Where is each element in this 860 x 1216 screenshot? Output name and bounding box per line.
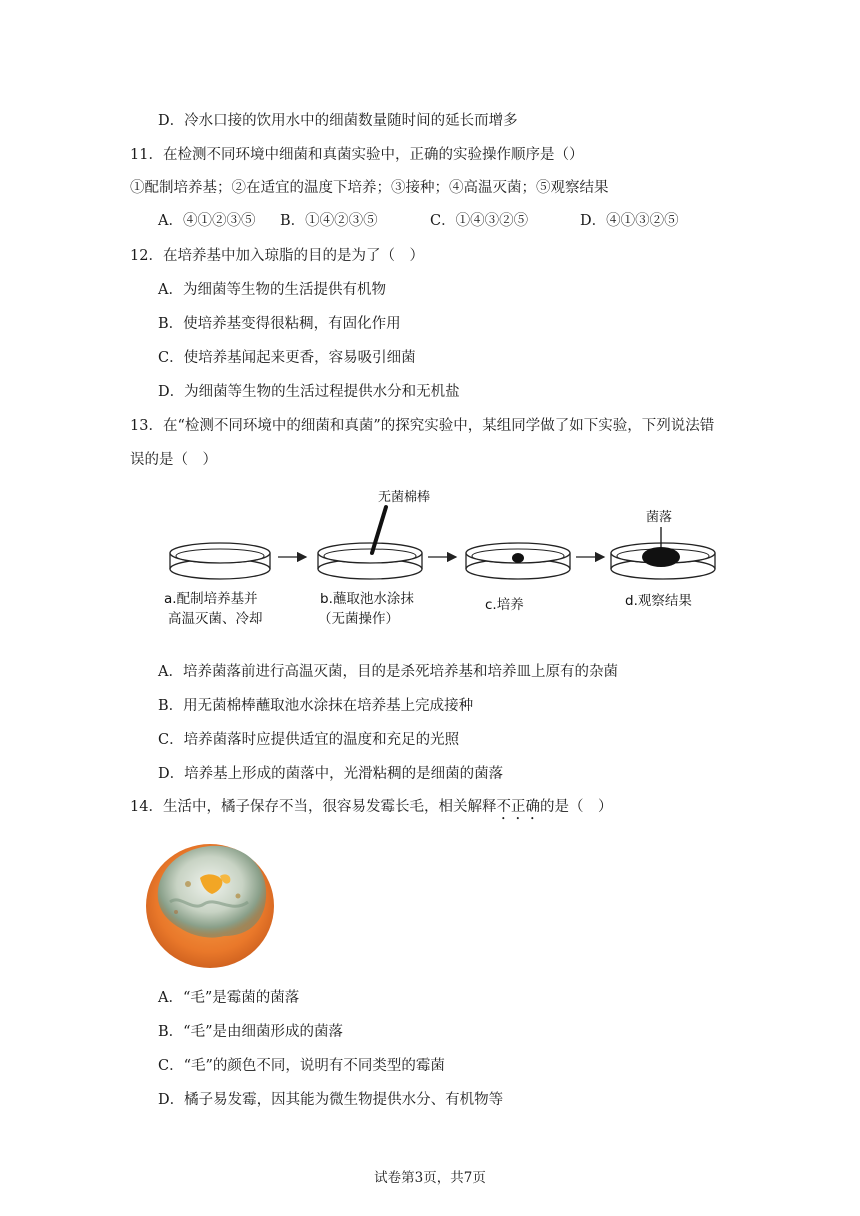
q14-option-d: D．橘子易发霉，因其能为微生物提供水分、有机物等 [158,1092,504,1108]
q12-option-a: A．为细菌等生物的生活提供有机物 [158,282,386,298]
step-b-caption-line1: b.蘸取池水涂抹 [320,591,414,607]
q13-option-c: C．培养菌落时应提供适宜的温度和充足的光照 [158,732,460,748]
step-b-caption-line2: （无菌操作） [318,611,399,627]
swab-label: 无菌棉棒 [378,490,431,505]
q12-option-d: D．为细菌等生物的生活过程提供水分和无机盐 [158,384,460,400]
q13-option-b: B．用无菌棉棒蘸取池水涂抹在培养基上完成接种 [158,698,474,714]
step-a-caption-line1: a.配制培养基并 [164,591,258,607]
q14-stem [130,797,612,823]
small-colony [512,553,524,563]
step-d-caption: d.观察结果 [625,593,692,609]
q14-stem-emphasis: 不正确 [496,799,540,815]
q11-option-a: A．④①②③⑤ [158,213,256,229]
colony-label: 菌落 [646,510,673,525]
q11-options [158,211,718,231]
q13-option-a: A．培养菌落前进行高温灭菌，目的是杀死培养基和培养皿上原有的杂菌 [158,664,618,680]
step-c-caption: c.培养 [485,597,524,613]
q10-option-d: D．冷水口接的饮用水中的细菌数量随时间的延长而增多 [158,113,518,129]
petri-dish-c [466,543,570,579]
q14-option-a: A．“毛”是霉菌的菌落 [158,990,300,1006]
page-footer: 试卷第3页，共7页 [374,1170,486,1186]
step-a-caption-line2: 高温灭菌、冷却 [168,611,263,627]
q11-stem: 11．在检测不同环境中细菌和真菌实验中，正确的实验操作顺序是（） [130,147,584,163]
q11-option-b: B．①④②③⑤ [280,213,378,229]
q13-option-d: D．培养基上形成的菌落中，光滑粘稠的是细菌的菌落 [158,766,504,782]
q11-option-d: D．④①③②⑤ [580,213,679,229]
q13-stem-line1: 13．在“检测不同环境中的细菌和真菌”的探究实验中，某组同学做了如下实验，下列说法错 [130,418,715,434]
q14-stem-post: 的是（ ） [539,799,613,815]
q12-stem: 12．在培养基中加入琼脂的目的是为了（ ） [130,248,424,264]
q12-option-c: C．使培养基闻起来更香，容易吸引细菌 [158,350,416,366]
moldy-orange-photo [140,832,280,977]
large-colony [642,547,680,567]
petri-dish-a [170,543,270,579]
petri-dish-d [611,527,715,579]
q13-stem-line2: 误的是（ ） [130,452,217,468]
q14-option-c: C．“毛”的颜色不同，说明有不同类型的霉菌 [158,1058,445,1074]
petri-dish-procedure-figure [160,485,730,635]
petri-dish-b [318,507,422,579]
q11-steps: ①配制培养基；②在适宜的温度下培养；③接种；④高温灭菌；⑤观察结果 [130,180,609,196]
q14-stem-pre: 14．生活中，橘子保存不当，很容易发霉长毛，相关解释 [130,799,497,815]
q12-option-b: B．使培养基变得很粘稠，有固化作用 [158,316,401,332]
q14-option-b: B．“毛”是由细菌形成的菌落 [158,1024,343,1040]
q11-option-c: C．①④③②⑤ [430,213,529,229]
